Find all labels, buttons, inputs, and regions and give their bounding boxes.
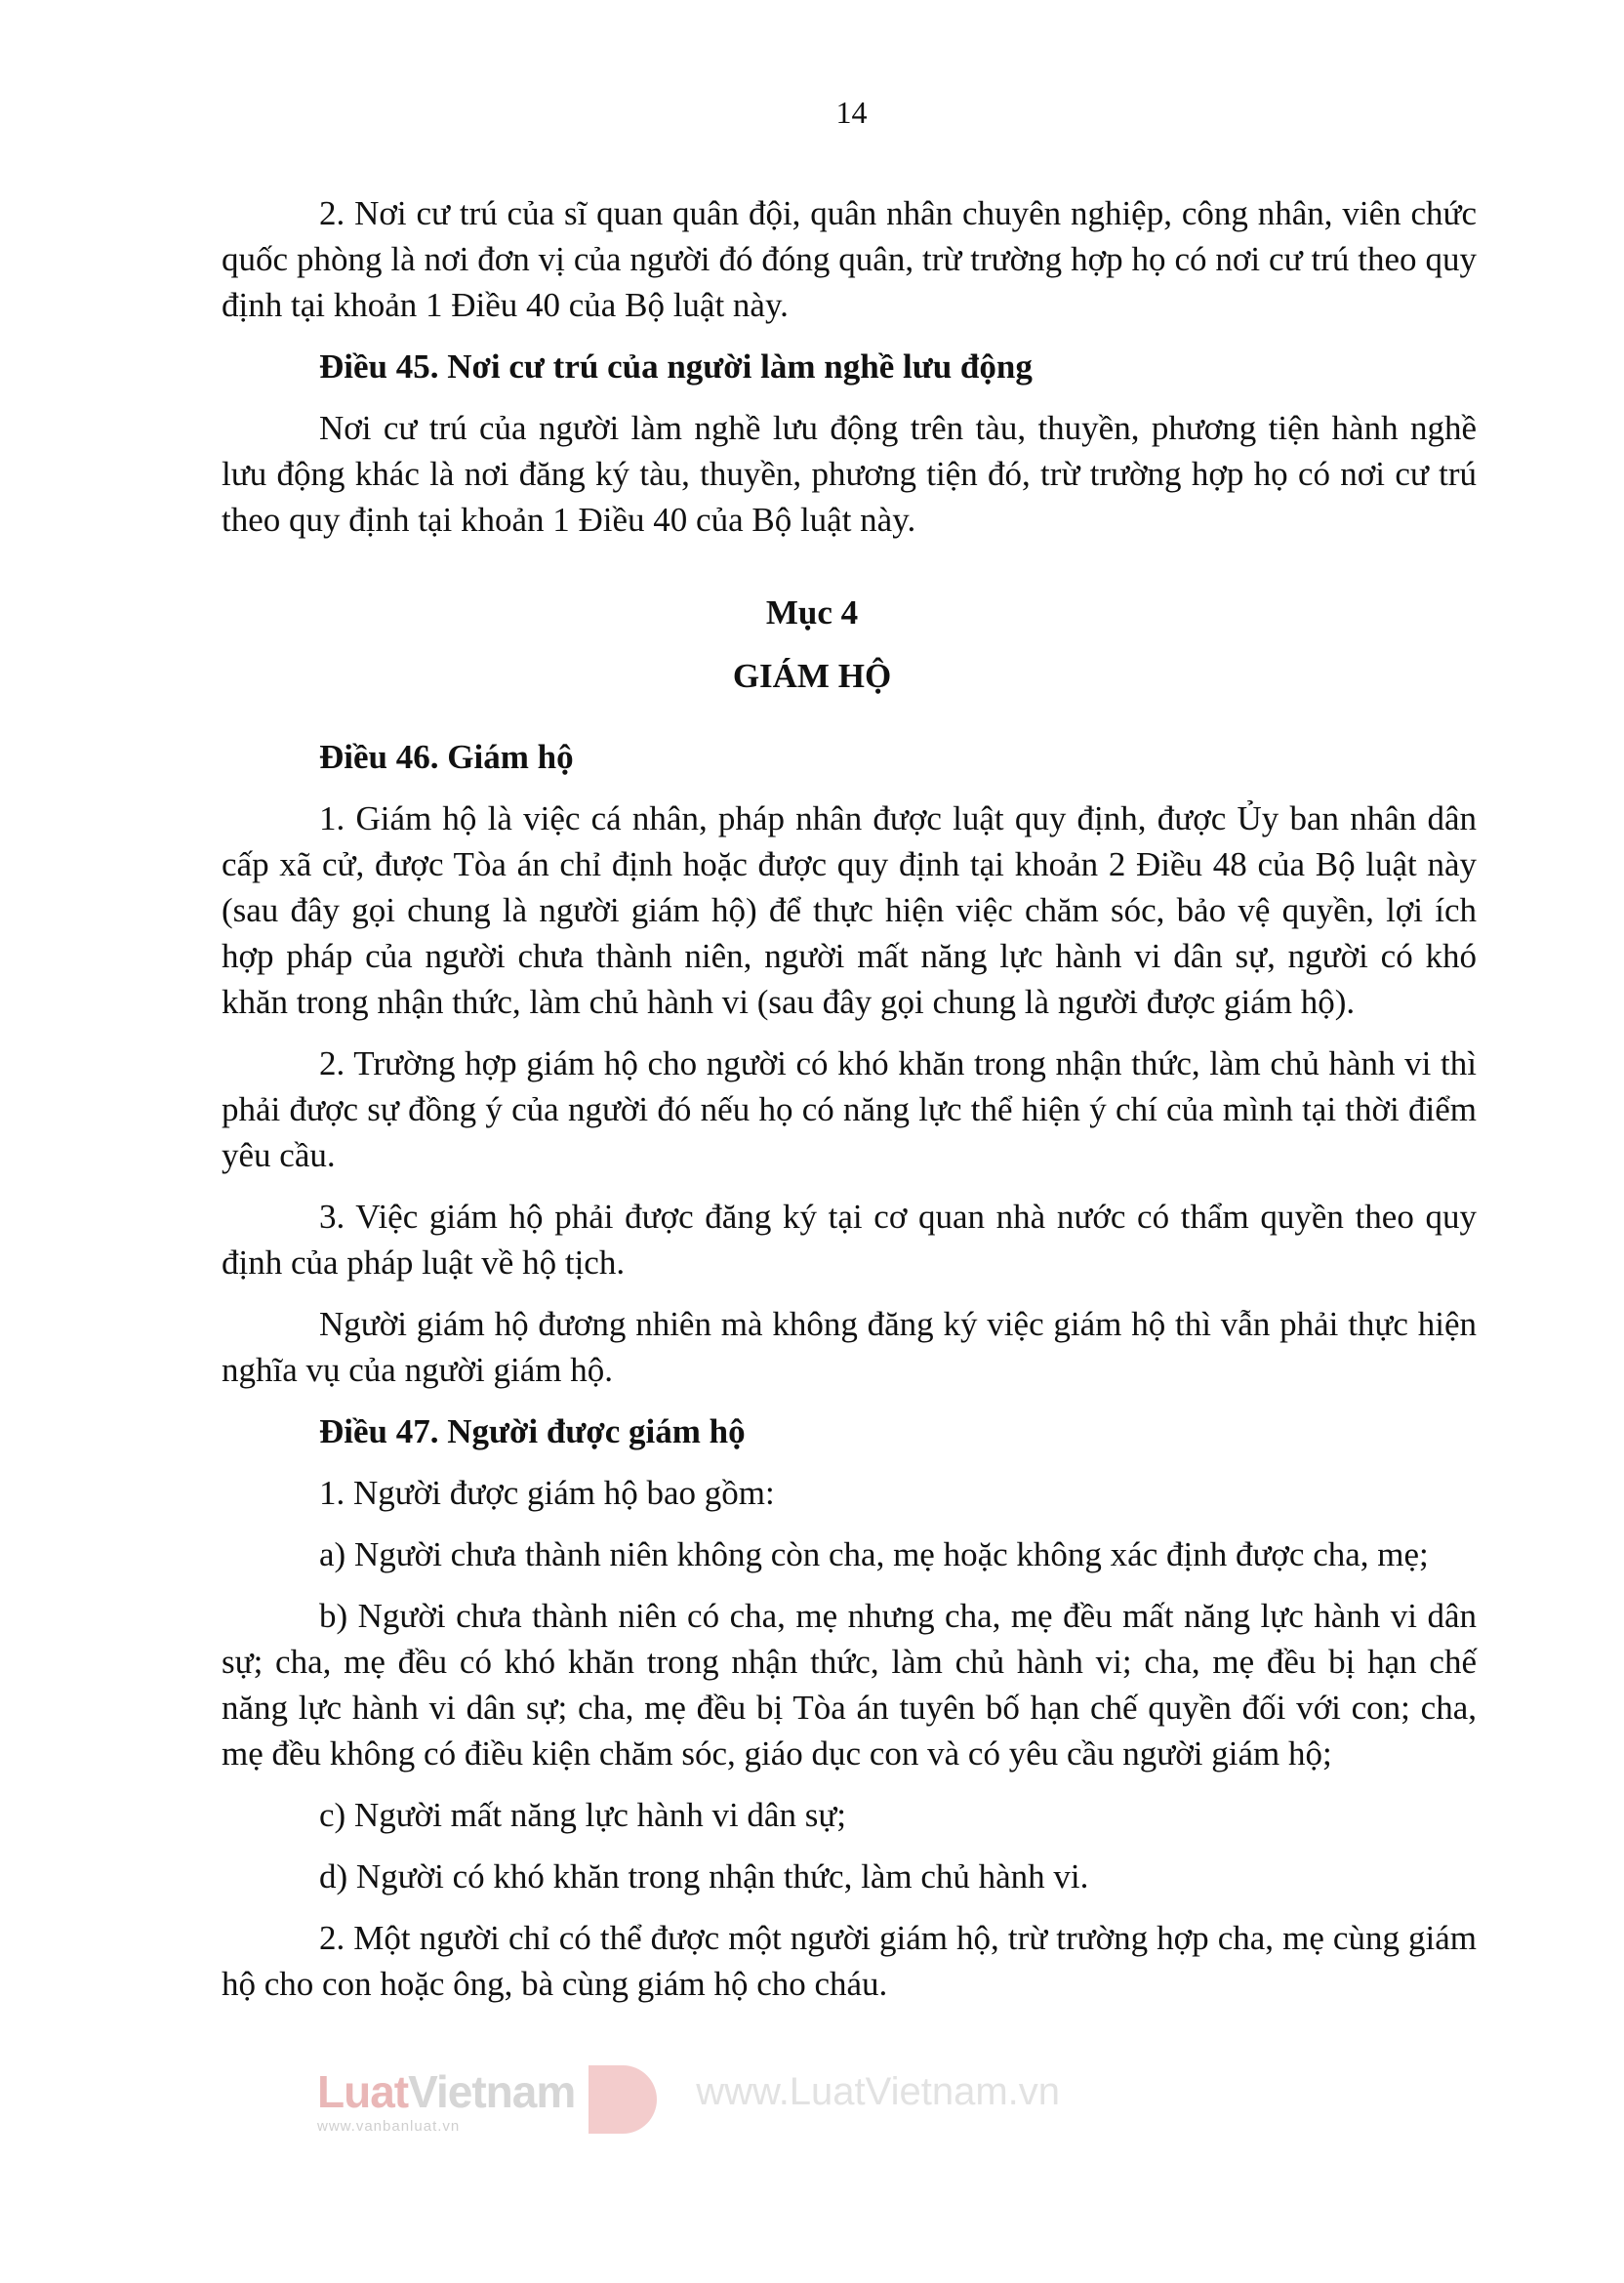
paragraph: 2. Một người chỉ có thể được một người giám hộ, trừ trường hợp cha, mẹ cùng giám hộ cho con hoặc ông, bà cùng giám hộ cho cháu.: [222, 1919, 1477, 2003]
logo-url: www.vanbanluat.vn: [317, 2118, 461, 2135]
paragraph: Nơi cư trú của người làm nghề lưu động trên tàu, thuyền, phương tiện hành nghề lưu động khác là nơi đăng ký tàu, thuyền, phương tiện đó, trừ trường hợp họ có nơi cư trú theo quy định tại khoản 1 Điều 40 của Bộ luật này.: [222, 409, 1477, 539]
article-heading-46: Điều 46. Giám hộ: [319, 738, 574, 776]
section-title: GIÁM HỘ: [732, 657, 892, 695]
page-number: 14: [835, 95, 868, 130]
article-heading-45: Điều 45. Nơi cư trú của người làm nghề lưu động: [319, 347, 1033, 386]
logo-text-a: Luat: [317, 2066, 409, 2117]
paragraph: a) Người chưa thành niên không còn cha, mẹ hoặc không xác định được cha, mẹ;: [319, 1535, 1429, 1573]
paragraph: 1. Người được giám hộ bao gồm:: [319, 1474, 775, 1512]
logo-text-b: Vietnam: [408, 2066, 576, 2117]
watermark: www.LuatVietnam.vn: [696, 2070, 1061, 2113]
arrow-icon: [589, 2065, 657, 2134]
section-number: Mục 4: [765, 593, 859, 632]
paragraph: 2. Nơi cư trú của sĩ quan quân đội, quân nhân chuyên nghiệp, công nhân, viên chức quốc phòng là nơi đơn vị của người đó đóng quân, trừ trường hợp họ có nơi cư trú theo quy định tại khoản 1 Điều 40 của Bộ luật này.: [222, 194, 1477, 324]
paragraph: 3. Việc giám hộ phải được đăng ký tại cơ quan nhà nước có thẩm quyền theo quy định của pháp luật về hộ tịch.: [222, 1198, 1477, 1282]
paragraph: d) Người có khó khăn trong nhận thức, làm chủ hành vi.: [319, 1857, 1089, 1896]
paragraph: Người giám hộ đương nhiên mà không đăng ký việc giám hộ thì vẫn phải thực hiện nghĩa vụ của người giám hộ.: [222, 1305, 1477, 1389]
footer: [317, 2065, 1624, 2136]
paragraph: 2. Trường hợp giám hộ cho người có khó khăn trong nhận thức, làm chủ hành vi thì phải được sự đồng ý của người đó nếu họ có năng lực thể hiện ý chí của mình tại thời điểm yêu cầu.: [222, 1044, 1477, 1174]
paragraph: b) Người chưa thành niên có cha, mẹ nhưng cha, mẹ đều mất năng lực hành vi dân sự; cha, mẹ đều có khó khăn trong nhận thức, làm chủ hành vi; cha, mẹ đều bị hạn chế năng lực hành vi dân sự; cha, mẹ đều bị Tòa án tuyên bố hạn chế quyền đối với con; cha, mẹ đều không có điều kiện chăm sóc, giáo dục con và có yêu cầu người giám hộ;: [222, 1597, 1477, 1773]
paragraph: c) Người mất năng lực hành vi dân sự;: [319, 1796, 847, 1834]
article-heading-47: Điều 47. Người được giám hộ: [319, 1412, 746, 1450]
paragraph: 1. Giám hộ là việc cá nhân, pháp nhân được luật quy định, được Ủy ban nhân dân cấp xã cử, được Tòa án chỉ định hoặc được quy định tại khoản 2 Điều 48 của Bộ luật này (sau đây gọi chung là người giám hộ) để thực hiện việc chăm sóc, bảo vệ quyền, lợi ích hợp pháp của người chưa thành niên, người mất năng lực hành vi dân sự, người có khó khăn trong nhận thức, làm chủ hành vi (sau đây gọi chung là người được giám hộ).: [222, 799, 1477, 1021]
luatvietnam-logo: [317, 2065, 657, 2136]
